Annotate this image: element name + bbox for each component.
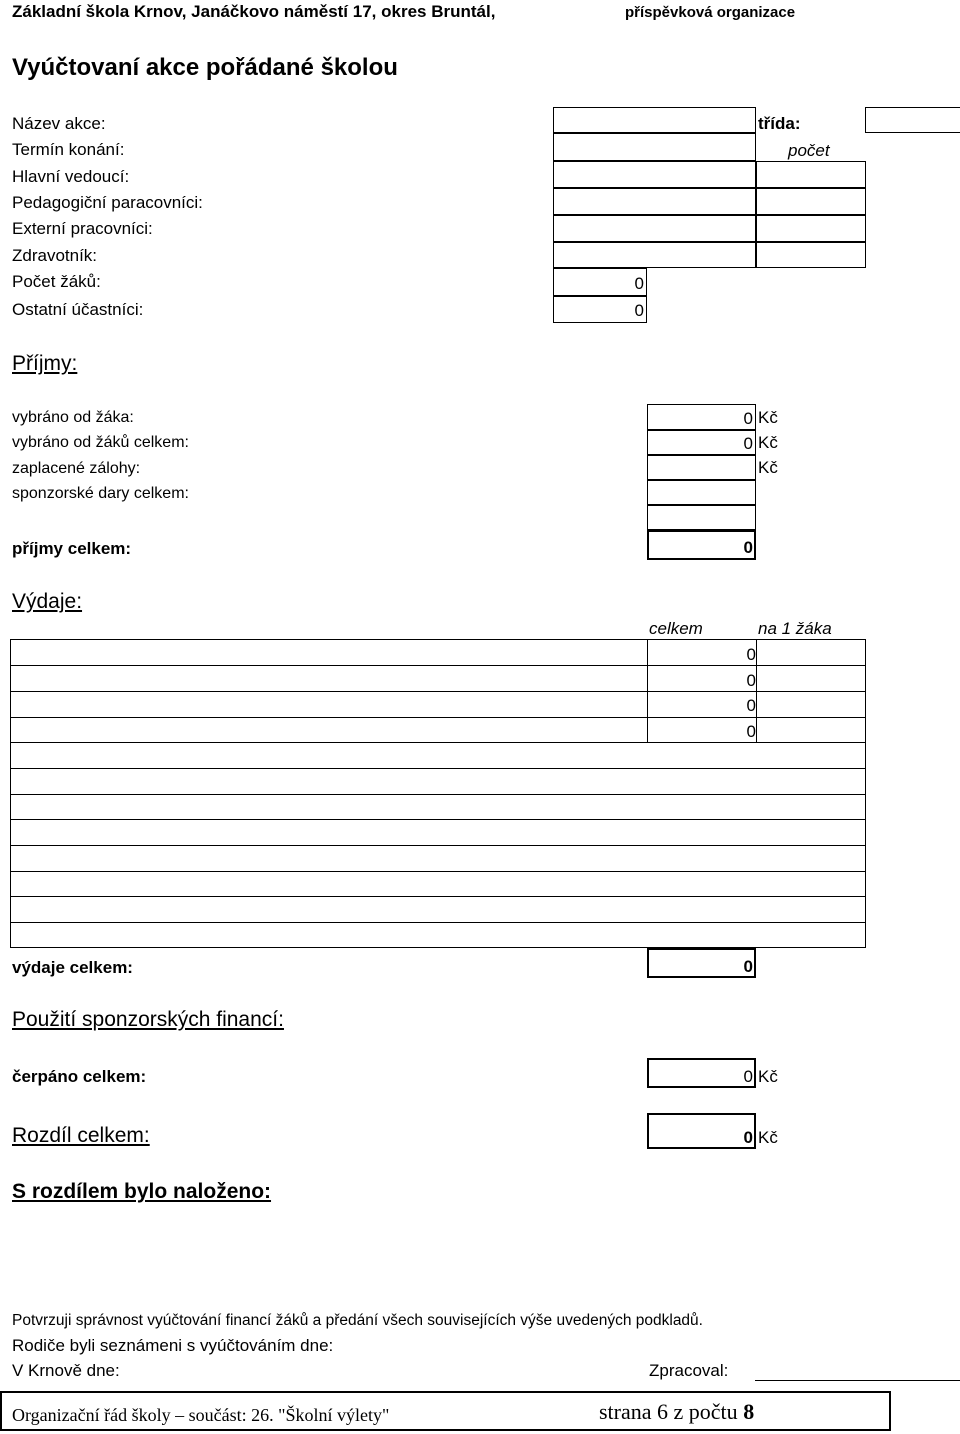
vydaje-row-line (10, 742, 866, 743)
page-title: Vyúčtovaní akce pořádané školou (12, 54, 398, 81)
footer-total-pages: 8 (743, 1399, 755, 1424)
vybrano-od-zaka-value: 0 (743, 409, 753, 428)
field-sponzorske-dary[interactable] (647, 480, 756, 505)
footer-strana: strana (599, 1399, 652, 1424)
school-name: Základní škola Krnov, Janáčkovo náměstí 17, okres Bruntál, (12, 2, 496, 21)
vydaje-heading: Výdaje: (12, 590, 83, 613)
label-ostatni: Ostatní účastníci: (12, 300, 144, 319)
field-pocet-1[interactable] (756, 161, 866, 188)
vydaje-row-line (10, 819, 866, 820)
school-type: příspěvková organizace (625, 4, 796, 21)
col-na-zaka: na 1 žáka (758, 619, 832, 638)
cerpano-value: 0 (743, 1067, 753, 1086)
nalozeno-heading: S rozdílem bylo naloženo: (12, 1180, 272, 1203)
confirm-text: Potvrzuji správnost vyúčtování financí žáků a předání všech souvisejících výše uvedených podkladů. (12, 1312, 703, 1329)
field-vybrano-od-zaka[interactable] (647, 404, 756, 430)
vydaje-row-line (10, 717, 866, 718)
field-zdravotnik[interactable] (553, 242, 756, 268)
vybrano-celkem-value: 0 (743, 434, 753, 453)
field-hlavni-vedouci[interactable] (553, 161, 756, 188)
zpracoval-label: Zpracoval: (649, 1361, 729, 1380)
field-trida[interactable] (865, 107, 960, 133)
field-pocet-3[interactable] (756, 215, 866, 242)
vydaje-celkem-value: 0 (743, 957, 753, 976)
field-rozdil (647, 1113, 756, 1149)
vydaje-row-line (10, 691, 866, 692)
vydaje-celkem-label: výdaje celkem: (12, 958, 133, 977)
cerpano-label: čerpáno celkem: (12, 1067, 147, 1086)
field-externi[interactable] (553, 215, 756, 242)
label-vybrano-od-zaka: vybráno od žáka: (12, 409, 134, 426)
label-pedagogicti: Pedagogiční paracovníci: (12, 193, 203, 212)
field-zalohy[interactable] (647, 455, 756, 480)
page-footer (0, 1391, 891, 1431)
kc-unit-2: Kč (758, 433, 778, 452)
vydaje-row-line (10, 871, 866, 872)
vydaje-row-3-celkem[interactable]: 0 (746, 696, 756, 715)
cerpano-unit: Kč (758, 1067, 778, 1086)
trida-label: třída: (758, 114, 801, 133)
vydaje-row-line (10, 922, 866, 923)
prijmy-celkem-value: 0 (743, 538, 753, 557)
label-pocet-zaku: Počet žáků: (12, 272, 101, 291)
label-sponzorske-dary: sponzorské dary celkem: (12, 485, 189, 502)
vydaje-row-4-celkem[interactable]: 0 (746, 722, 756, 741)
prijmy-heading: Příjmy: (12, 352, 78, 375)
field-prijmy-celkem (647, 530, 756, 560)
ostatni-value: 0 (634, 301, 644, 320)
field-prijmy-extra[interactable] (647, 505, 756, 530)
vydaje-row-line (10, 639, 866, 640)
sponzor-heading: Použití sponzorských financí: (12, 1008, 284, 1031)
vydaje-row-line (10, 665, 866, 666)
col-celkem: celkem (649, 619, 703, 638)
vydaje-row-line (10, 794, 866, 795)
label-zdravotnik: Zdravotník: (12, 246, 98, 265)
rozdil-value: 0 (743, 1128, 753, 1147)
field-cerpano[interactable] (647, 1058, 756, 1088)
field-vybrano-celkem[interactable] (647, 430, 756, 455)
signature-line (755, 1380, 960, 1381)
pocet-zaku-value: 0 (634, 274, 644, 293)
field-vydaje-celkem (647, 948, 756, 978)
field-termin[interactable] (553, 133, 756, 161)
field-pocet-zaku[interactable] (553, 268, 647, 296)
vydaje-row-line (10, 845, 866, 846)
field-pocet-2[interactable] (756, 188, 866, 215)
rozdil-unit: Kč (758, 1128, 778, 1147)
label-vybrano-celkem: vybráno od žáků celkem: (12, 434, 189, 451)
label-termin: Termín konání: (12, 140, 125, 159)
pocet-label: počet (788, 141, 830, 160)
footer-page (599, 1399, 754, 1425)
parents-informed: Rodiče byli seznámeni s vyúčtováním dne: (12, 1336, 334, 1355)
footer-page-number: 6 (657, 1399, 669, 1424)
rozdil-label: Rozdíl celkem: (12, 1124, 150, 1147)
field-pedagogicti[interactable] (553, 188, 756, 215)
label-hlavni-vedouci: Hlavní vedoucí: (12, 167, 130, 186)
footer-z-poctu: z počtu (673, 1399, 738, 1424)
label-zalohy: zaplacené zálohy: (12, 460, 141, 477)
vydaje-row-line (10, 768, 866, 769)
field-nazev-akce[interactable] (553, 107, 756, 133)
vydaje-row-2-celkem[interactable]: 0 (746, 671, 756, 690)
place-date: V Krnově dne: (12, 1361, 120, 1380)
vydaje-row-line (10, 896, 866, 897)
prijmy-celkem-label: příjmy celkem: (12, 539, 132, 558)
vydaje-row-1-celkem[interactable]: 0 (746, 645, 756, 664)
field-pocet-4[interactable] (756, 242, 866, 268)
footer-left: Organizační řád školy – součást: 26. "Školní výlety" (12, 1405, 390, 1425)
label-externi: Externí pracovníci: (12, 219, 153, 238)
label-nazev-akce: Název akce: (12, 114, 106, 133)
field-ostatni[interactable] (553, 296, 647, 323)
kc-unit-3: Kč (758, 458, 778, 477)
kc-unit-1: Kč (758, 408, 778, 427)
